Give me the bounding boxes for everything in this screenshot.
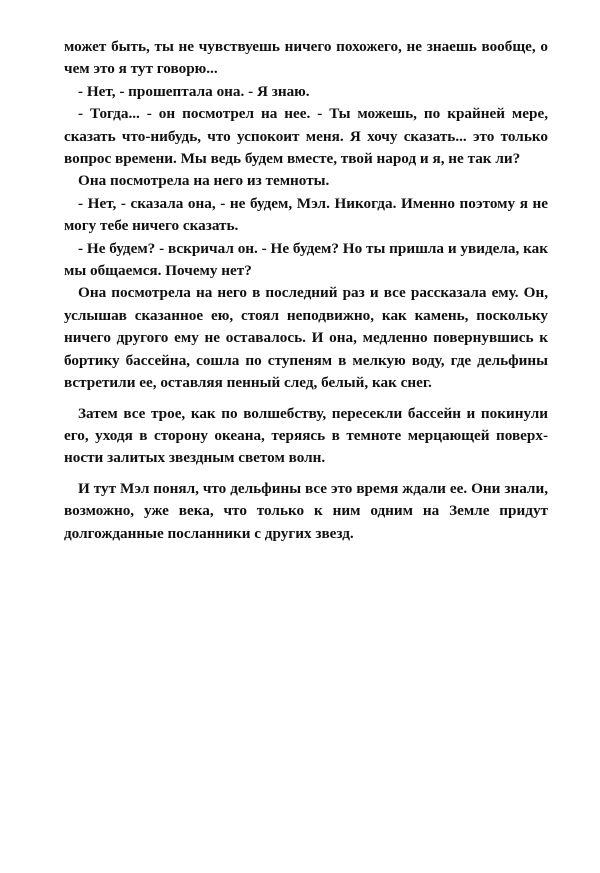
paragraph-ending: И тут Мэл понял, что дельфины все это время ждали ее. Они знали, возможно, уже века, что только к ним одним на Земле придут долгожданные посланники с других звезд. [64,479,548,542]
paragraph-continuation: может быть, ты не чувствуешь ничего похожего, не знаешь вообще, о чем это я тут говорю... [64,38,548,78]
paragraph-dialogue-3: - Нет, - сказала она, - не будем, Мэл. Никогда. Именно поэтому я не могу тебе ничего сказать. [64,194,548,235]
paragraph-dialogue-2: - Тогда... - он посмотрел на нее. - Ты можешь, по крайней мере, сказать что-нибудь, что успокоит меня. Я хочу сказать... это только вопрос времени. Мы ведь будем вместе, твой народ и я, не так ли? [64,105,548,168]
book-page [64,36,548,545]
paragraph-narration-1: Она посмотрела на него из темноты. [78,172,330,190]
paragraph-dialogue-1: - Нет, - прошептала она. - Я знаю. [78,82,310,100]
paragraph-dialogue-4: - Не будем? - вскричал он. - Не будем? Но ты пришла и увидела, как мы общаемся. Почему нет? [64,239,548,280]
paragraph-narration-2: Она посмотрела на него в последний раз и все рассказала ему. Он, услышав сказанное ею, стоял неподвижно, как камень, поскольку ничего другого ему не оставалось. И она, медленно повернувшись к бортику бассейна, сошла по ступеням в мелкую воду, где дельфины встретили ее, оставляя пенный след, белый, как снег. [64,284,548,392]
paragraph-narration-3: Затем все трое, как по волшебству, пересекли бассейн и покинули его, уходя в сторону океана, теряясь в темноте мерцающей поверхности залитых звездным светом волн. [64,404,548,467]
